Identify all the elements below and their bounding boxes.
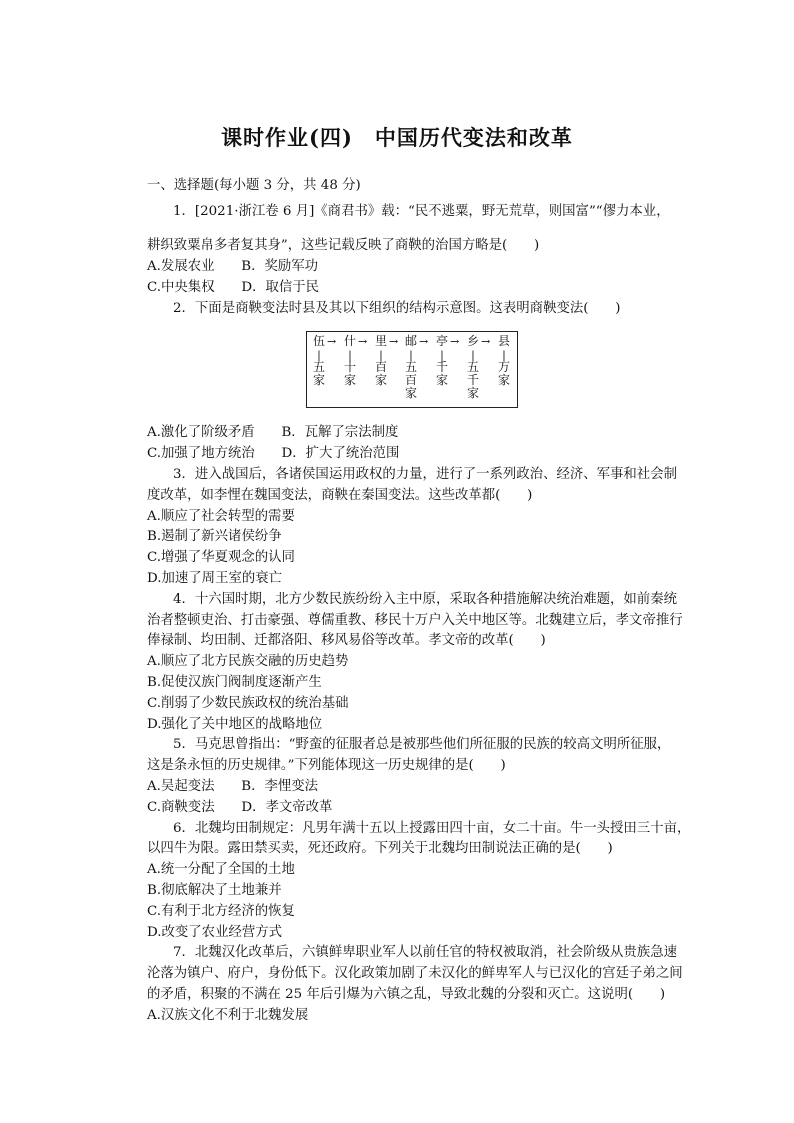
question-1-options-cd: C.中央集权 D．取信于民: [147, 280, 320, 295]
question-4-option-a: A.顺应了北方民族交融的历史趋势: [147, 654, 349, 669]
question-5-text-cont: 这是条永恒的历史规律。”下列能体现这一历史规律的是( ): [147, 758, 506, 773]
question-5-options-ab: A.吴起变法 B．李悝变法: [147, 779, 319, 794]
question-7-text: 7．北魏汉化改革后，六镇鲜卑职业军人以前任官的特权被取消，社会阶级从贵族急速: [173, 945, 677, 960]
question-4-option-d: D.强化了关中地区的战略地位: [147, 717, 323, 732]
diagram-arrow: →: [389, 335, 399, 348]
question-3-option-c: C.增强了华夏观念的认同: [147, 550, 295, 565]
question-5-options-cd: C.商鞅变法 D．孝文帝改革: [147, 800, 333, 815]
diagram-node-xian: 县 | 万 家: [497, 334, 510, 387]
question-2-text: 2．下面是商鞅变法时县及其以下组织的结构示意图。这表明商鞅变法( ): [173, 301, 621, 316]
question-4-option-b: B.促使汉族门阀制度逐渐产生: [147, 675, 322, 690]
diagram-node-ting: 亭 | 千 家: [435, 334, 448, 387]
question-6-option-c: C.有利于北方经济的恢复: [147, 904, 295, 919]
question-4-text-cont2: 俸禄制、均田制、迁都洛阳、移风易俗等改革。孝文帝的改革( ): [147, 633, 546, 648]
question-1-text-cont: 耕织致粟帛多者复其身”，这些记载反映了商鞅的治国方略是( ): [147, 238, 540, 253]
question-4-text: 4．十六国时期，北方少数民族纷纷入主中原，采取各种措施解决统治难题，如前秦统: [173, 592, 677, 607]
diagram-node-you: 邮 | 五 百 家: [404, 334, 417, 400]
diagram-node-li: 里 | 百 家: [374, 334, 387, 387]
question-1-options-ab: A.发展农业 B．奖励军功: [147, 259, 319, 274]
question-6-option-d: D.改变了农业经营方式: [147, 925, 283, 940]
question-6-option-b: B.彻底解决了土地兼并: [147, 883, 282, 898]
question-4-option-c: C.削弱了少数民族政权的统治基础: [147, 696, 349, 711]
diagram-arrow: →: [419, 335, 429, 348]
question-3-option-a: A.顺应了社会转型的需要: [147, 509, 295, 524]
diagram-node-xiang: 乡 | 五 千 家: [466, 334, 479, 400]
question-3-text: 3．进入战国后，各诸侯国运用政权的力量，进行了一系列政治、经济、军事和社会制: [173, 467, 677, 482]
question-6-text: 6．北魏均田制规定：凡男年满十五以上授露田四十亩，女二十亩。牛一头授田三十亩，: [173, 821, 691, 836]
diagram-arrow: →: [358, 335, 368, 348]
question-3-option-d: D.加速了周王室的衰亡: [147, 571, 283, 586]
question-2-options-cd: C.加强了地方统治 D．扩大了统治范围: [147, 446, 400, 461]
question-3-option-b: B.遏制了新兴诸侯纷争: [147, 529, 282, 544]
question-1-text: 1．[2021·浙江卷 6 月]《商君书》载：“民不逃粟，野无荒草，则国富”“僇力本业，: [173, 204, 670, 219]
section-heading: 一、选择题(每小题 3 分，共 48 分): [147, 178, 361, 193]
diagram-arrow: →: [450, 335, 460, 348]
question-5-text: 5．马克思曾指出：“野蛮的征服者总是被那些他们所征服的民族的较高文明所征服，: [173, 737, 671, 752]
question-7-text-cont2: 的矛盾，积聚的不满在 25 年后引爆为六镇之乱，导致北魏的分裂和灭亡。这说明( ): [147, 987, 666, 1002]
page-title: 课时作业(四) 中国历代变法和改革: [221, 125, 573, 150]
question-6-text-cont: 以四牛为限。露田禁买卖，死还政府。下列关于北魏均田制说法正确的是( ): [147, 841, 613, 856]
question-2-options-ab: A.激化了阶级矛盾 B．瓦解了宗法制度: [147, 425, 399, 440]
question-7-option-a: A.汉族文化不利于北魏发展: [147, 1008, 309, 1023]
diagram-arrow: →: [481, 335, 491, 348]
question-4-text-cont: 治者整顿吏治、打击豪强、尊儒重教、移民十万户入关中地区等。北魏建立后，孝文帝推行: [147, 613, 683, 628]
county-structure-diagram: [306, 331, 518, 408]
question-3-text-cont: 度改革，如李悝在魏国变法，商鞅在秦国变法。这些改革都( ): [147, 488, 533, 503]
diagram-node-shi: 什 | 十 家: [343, 334, 356, 387]
question-7-text-cont: 沦落为镇户、府户，身份低下。汉化政策加剧了未汉化的鲜卑军人与已汉化的宫廷子弟之间: [147, 966, 683, 981]
diagram-node-wu: 伍 | 五 家: [312, 334, 325, 387]
diagram-arrow: →: [327, 335, 337, 348]
question-6-option-a: A.统一分配了全国的土地: [147, 862, 295, 877]
